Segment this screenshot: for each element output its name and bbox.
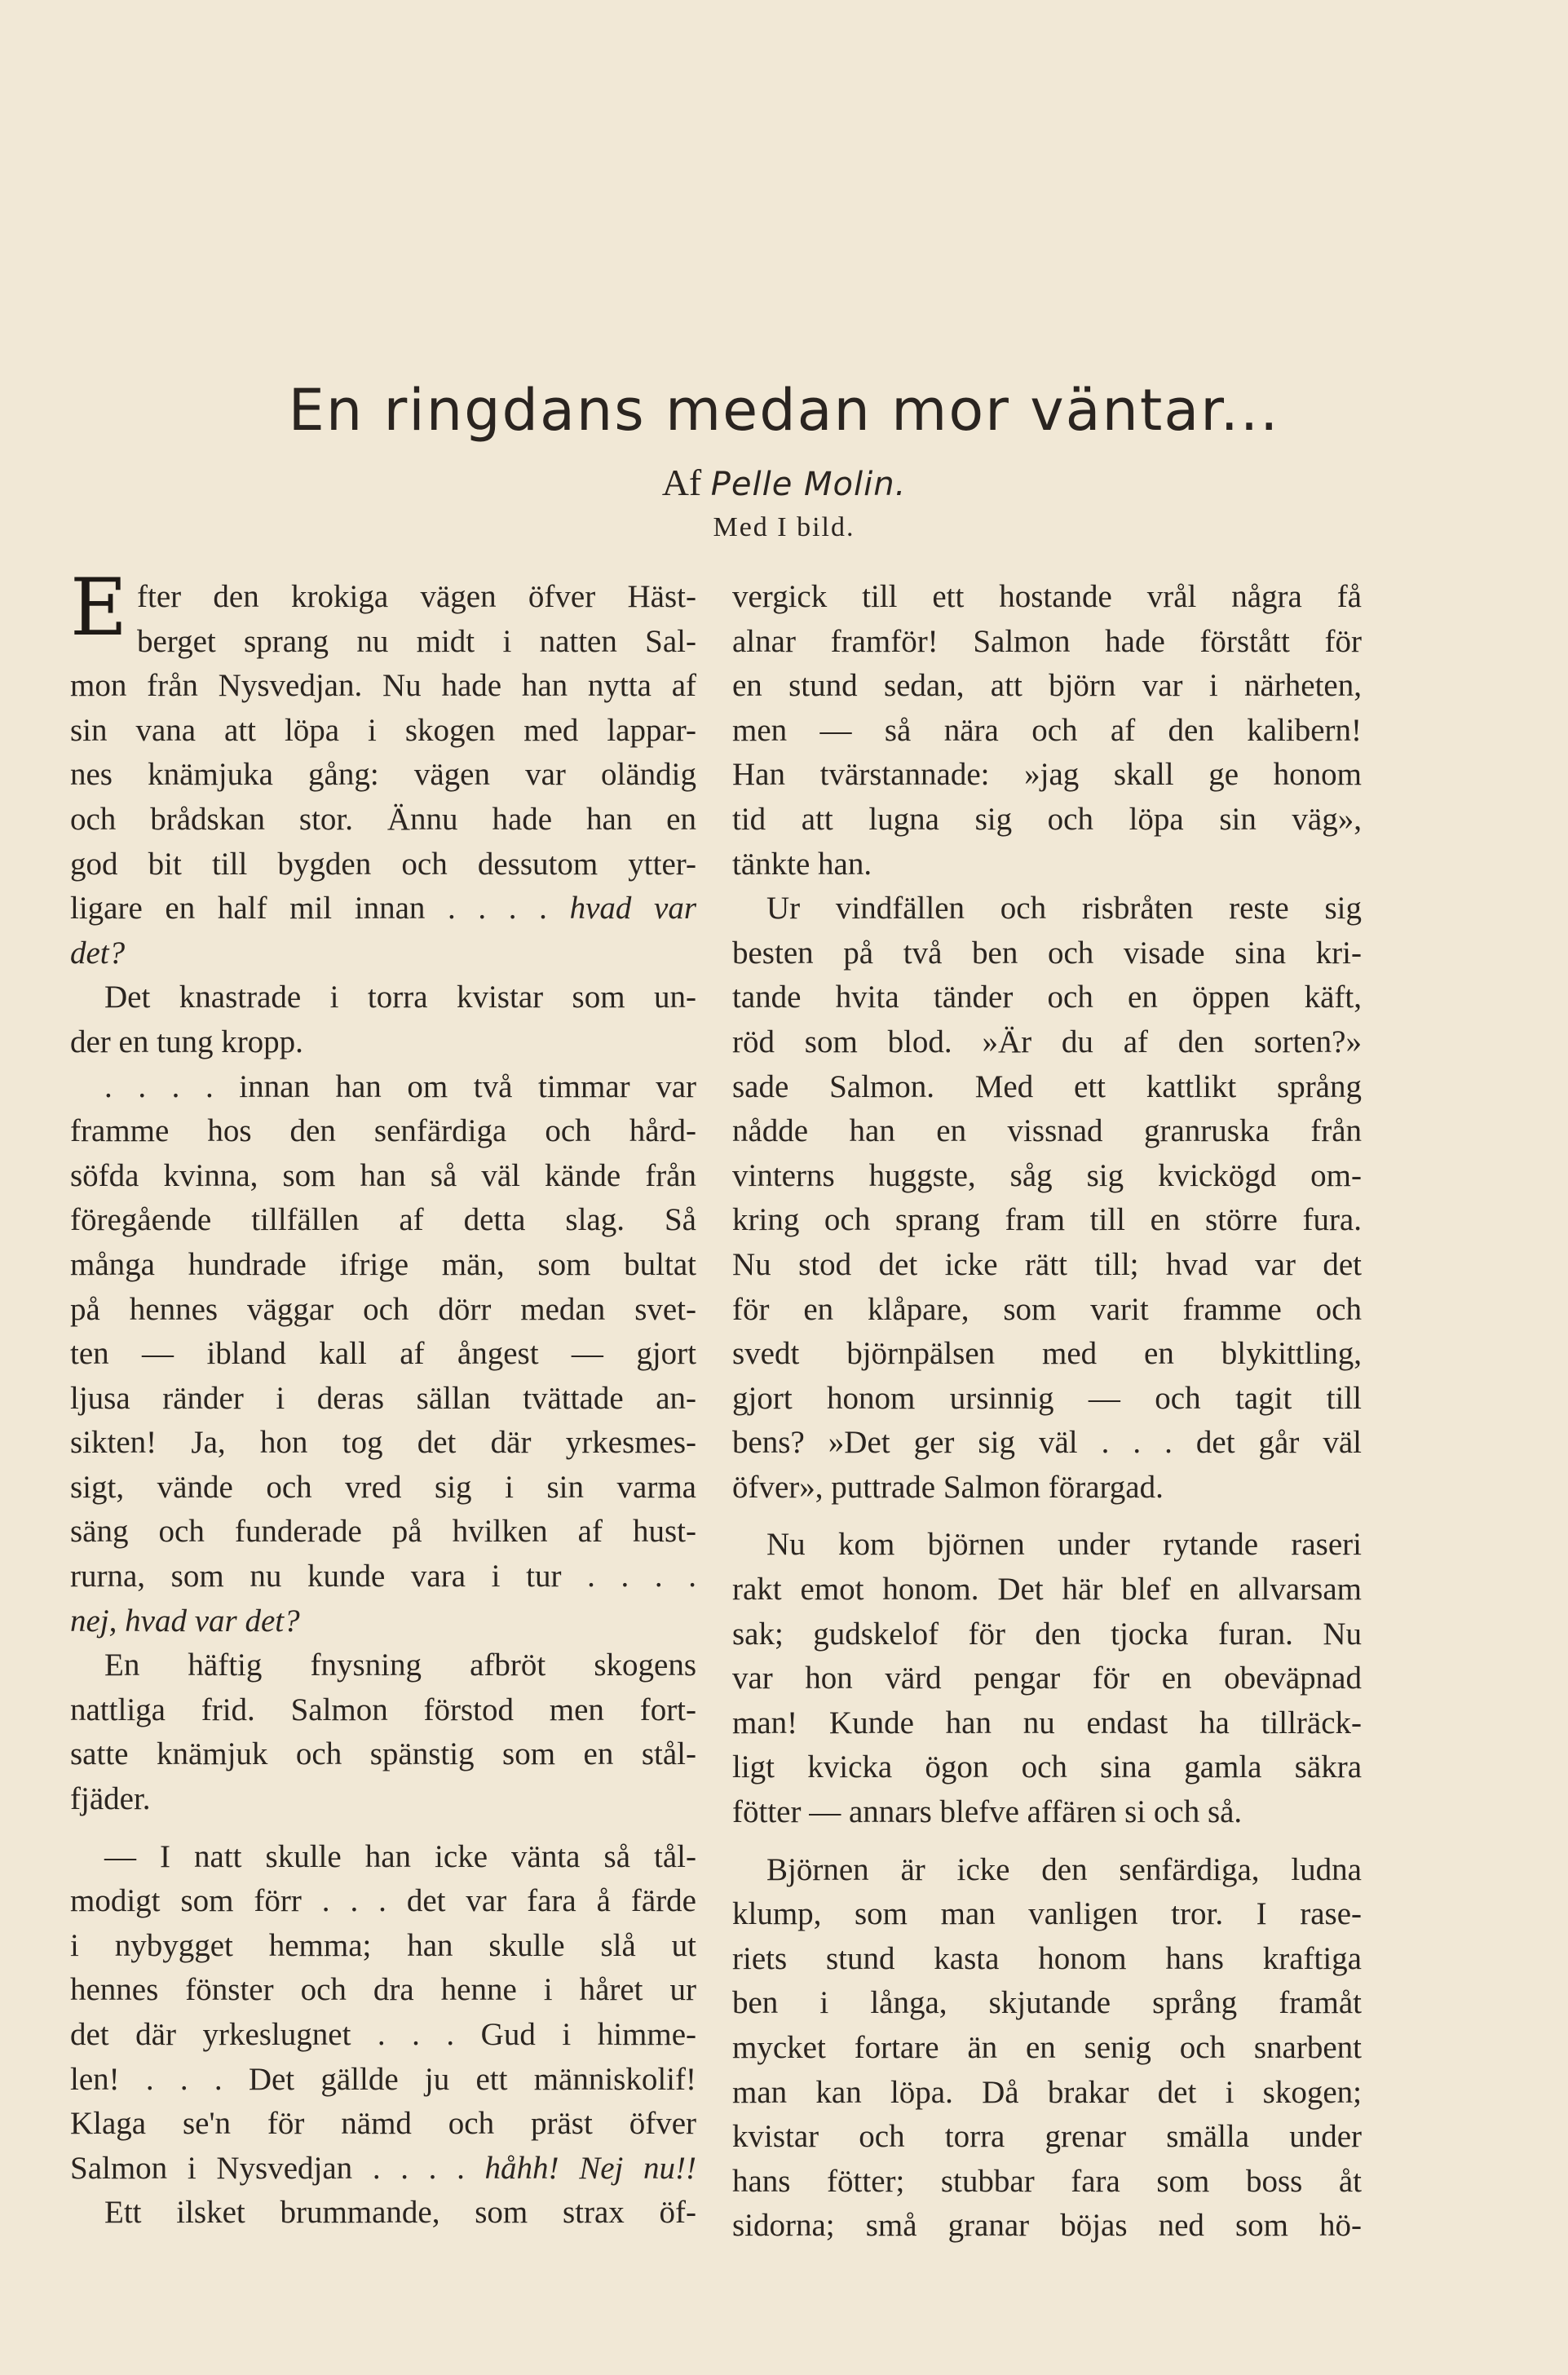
paragraph-line: len! . . . Det gällde ju ett människolif! <box>70 2061 696 2097</box>
paragraph-line: fötter — annars blefve affären si och så. <box>732 1794 1243 1830</box>
paragraph-line: Ett ilsket brummande, som strax öf- <box>104 2195 696 2231</box>
paragraph-line: man kan löpa. Då brakar det i skogen; <box>732 2074 1362 2110</box>
paragraph-line: ligare en half mil innan . . . . hvad var <box>70 891 697 927</box>
paragraph-line: och brådskan stor. Ännu hade han en <box>70 801 696 837</box>
paragraph-line: Björnen är icke den senfärdiga, ludna <box>766 1851 1362 1887</box>
paragraph-line: ten — ibland kall af ångest — gjort <box>70 1336 696 1372</box>
paragraph-line: mon från Nysvedjan. Nu hade han nytta af <box>70 668 696 704</box>
paragraph-line: Nu kom björnen under rytande raseri <box>766 1527 1362 1563</box>
paragraph-line: rakt emot honom. Det här blef en allvarsam <box>732 1572 1362 1608</box>
left-column <box>70 562 697 2236</box>
paragraph-line: alnar framför! Salmon hade förstått för <box>732 623 1362 659</box>
paragraph-line: nådde han en vissnad granruska från <box>732 1113 1362 1149</box>
paragraph-line: sigt, vände och vred sig i sin varma <box>70 1469 696 1505</box>
paragraph-line: sidorna; små granar böjas ned som hö- <box>732 2208 1362 2244</box>
paragraph-line: E fter den krokiga vägen öfver Häst- <box>70 562 696 653</box>
paragraph-line: mycket fortare än en senig och snarbent <box>732 2030 1362 2065</box>
paragraph-line: der en tung kropp. <box>70 1024 303 1059</box>
paragraph-line: svedt björnpälsen med en blykittling, <box>732 1336 1362 1372</box>
paragraph-line: . . . . innan han om två timmar var <box>104 1068 696 1104</box>
paragraph-line: hennes fönster och dra henne i håret ur <box>70 1972 696 2008</box>
paragraph-line: öfver», puttrade Salmon förargad. <box>732 1469 1164 1505</box>
paragraph-line: på hennes väggar och dörr medan svet- <box>70 1291 696 1327</box>
byline <box>0 461 1568 504</box>
paragraph-line: nes knämjuka gång: vägen var oländig <box>70 757 696 793</box>
paragraph-line: Salmon i Nysvedjan . . . . håhh! Nej nu!! <box>70 2150 697 2186</box>
paragraph-gap <box>732 1835 1362 1848</box>
paragraph-line: kvistar och torra grenar smälla under <box>732 2119 1362 2155</box>
paragraph-line: rurna, som nu kunde vara i tur . . . . <box>70 1559 696 1594</box>
paragraph-line: säng och funderade på hvilken af hust- <box>70 1514 696 1550</box>
paragraph-line: nattliga frid. Salmon förstod men fort- <box>70 1692 696 1727</box>
illustration-note: Med I bild. <box>713 512 855 542</box>
paragraph-line: tande hvita tänder och en öppen käft, <box>732 980 1362 1015</box>
drop-cap: E <box>70 562 128 653</box>
paragraph-line: modigt som förr . . . det var fara å färde <box>70 1883 696 1919</box>
paragraph-line: vergick till ett hostande vrål några få <box>732 579 1362 614</box>
paragraph-line: besten på två ben och visade sina kri- <box>732 935 1362 971</box>
paragraph-line: tid att lugna sig och löpa sin väg», <box>732 801 1362 837</box>
paragraph-line: ligt kvicka ögon och sina gamla säkra <box>732 1749 1362 1785</box>
paragraph-line: ljusa ränder i deras sällan tvättade an- <box>70 1380 696 1416</box>
paragraph-line: bens? »Det ger sig väl . . . det går väl <box>732 1425 1362 1461</box>
paragraph-line: hans fötter; stubbar fara som boss åt <box>732 2163 1362 2199</box>
italic-phrase: hvad var <box>569 891 697 927</box>
paragraph-gap <box>70 1822 696 1835</box>
right-column <box>732 575 1362 2249</box>
paragraph-line: gjort honom ursinnig — och tagit till <box>732 1380 1362 1416</box>
paragraph-line: — I natt skulle han icke vänta så tål- <box>104 1838 696 1874</box>
article-title: En ringdans medan mor väntar... <box>288 377 1280 444</box>
paragraph-line: men — så nära och af den kalibern! <box>732 712 1362 748</box>
paragraph-line: det där yrkeslugnet . . . Gud i himme- <box>70 2017 696 2052</box>
paragraph-line: söfda kvinna, som han så väl kände från <box>70 1157 696 1193</box>
paragraph-line: föregående tillfällen af detta slag. Så <box>70 1202 696 1238</box>
paragraph-line: var hon värd pengar för en obeväpnad <box>732 1661 1362 1696</box>
paragraph-line: satte knämjuk och spänstig som en stål- <box>70 1736 696 1772</box>
paragraph-line: Han tvärstannade: »jag skall ge honom <box>732 757 1362 793</box>
paragraph-line: ben i långa, skjutande språng framåt <box>732 1985 1362 2021</box>
paragraph-line: Nu stod det icke rätt till; hvad var det <box>732 1246 1362 1282</box>
paragraph-line: berget sprang nu midt i natten Sal- <box>137 623 696 659</box>
italic-phrase: håhh! Nej nu!! <box>484 2150 697 2186</box>
paragraph-line: för en klåpare, som varit framme och <box>732 1291 1362 1327</box>
paragraph-line: Ur vindfällen och risbråten reste sig <box>766 891 1362 927</box>
paragraph-line: tänkte han. <box>732 846 872 882</box>
paragraph-line: i nybygget hemma; han skulle slå ut <box>70 1927 696 1963</box>
paragraph-line: röd som blod. »Är du af den sorten?» <box>732 1024 1362 1059</box>
paragraph-line: en stund sedan, att björn var i närheten, <box>732 668 1362 704</box>
paragraph-line: sikten! Ja, hon tog det där yrkesmes- <box>70 1425 696 1461</box>
paragraph-line: god bit till bygden och dessutom ytter- <box>70 846 696 882</box>
paragraph-line: nej, hvad var det? <box>70 1603 300 1639</box>
paragraph-line: fjäder. <box>70 1781 151 1817</box>
paragraph-line: Det knastrade i torra kvistar som un- <box>104 980 696 1015</box>
paragraph-line: det? <box>70 935 126 971</box>
paragraph-line: vinterns huggste, såg sig kvickögd om- <box>732 1157 1362 1193</box>
paragraph-line: man! Kunde han nu endast ha tillräck- <box>732 1705 1362 1740</box>
byline-prefix: Af <box>661 462 702 503</box>
paragraph-line: En häftig fnysning afbröt skogens <box>104 1647 696 1683</box>
paragraph-line: Klaga se'n för nämd och präst öfver <box>70 2106 696 2142</box>
paragraph-line: sin vana att löpa i skogen med lappar- <box>70 712 696 748</box>
author-name: Pelle Molin. <box>710 466 907 503</box>
paragraph-line: sak; gudskelof för den tjocka furan. Nu <box>732 1616 1362 1652</box>
paragraph-line: sade Salmon. Med ett kattlikt språng <box>732 1068 1362 1104</box>
paragraph-line: kring och sprang fram till en större fura. <box>732 1202 1362 1238</box>
paragraph-line: många hundrade ifrige män, som bultat <box>70 1246 696 1282</box>
paragraph-line: klump, som man vanligen tror. I rase- <box>732 1896 1362 1932</box>
paragraph-gap <box>732 1510 1362 1523</box>
paragraph-line: framme hos den senfärdiga och hård- <box>70 1113 696 1149</box>
paragraph-line: riets stund kasta honom hans kraftiga <box>732 1940 1362 1976</box>
